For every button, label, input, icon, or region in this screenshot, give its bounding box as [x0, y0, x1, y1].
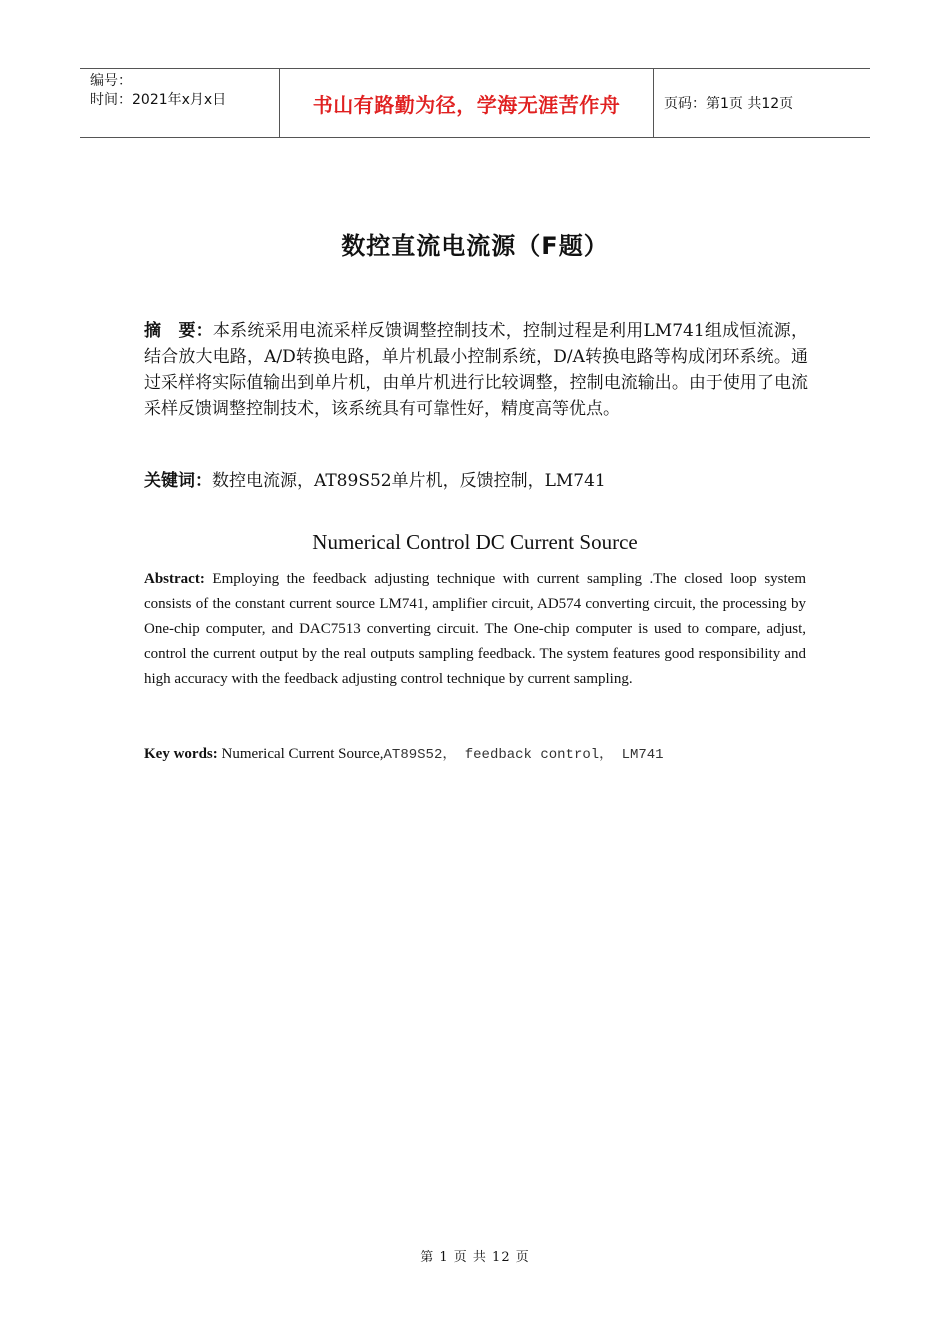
english-keywords-mono: AT89S52， feedback control， LM741: [383, 747, 664, 763]
english-abstract-label: Abstract:: [144, 571, 205, 587]
english-abstract: [144, 567, 806, 692]
chinese-keywords-label: 关键词：: [144, 471, 212, 491]
chinese-abstract-label: 摘 要：: [144, 321, 213, 341]
english-abstract-text: Employing the feedback adjusting technique with current sampling .The closed loop system consists of the constant current source LM741, amplifier circuit, AD574 converting circuit, the processing by One-chip computer, and DAC7513 converting circuit. The One-chip computer is used to compare, adjust, control the current output by the real outputs sampling feedback. The system features good responsibility and high accuracy with the feedback adjusting control technique by current sampling.: [144, 571, 806, 687]
serial-label: 编号：: [90, 73, 132, 89]
chinese-abstract: [144, 318, 808, 422]
english-keywords-label: Key words:: [144, 746, 218, 762]
chinese-abstract-text: 本系统采用电流采样反馈调整控制技术，控制过程是利用LM741组成恒流源，结合放大电路，A/D转换电路，单片机最小控制系统，D/A转换电路等构成闭环系统。通过采样将实际值输出到单片机，由单片机进行比较调整，控制电流输出。由于使用了电流采样反馈调整控制技术，该系统具有可靠性好，精度高等优点。: [144, 321, 808, 419]
date-label: 时间：2021年x月x日: [90, 92, 227, 108]
header-meta: [80, 69, 280, 137]
english-title: Numerical Control DC Current Source: [312, 530, 638, 554]
header-motto: 书山有路勤为径，学海无涯苦作舟: [280, 69, 654, 137]
page-header: [80, 68, 870, 138]
header-page-info: 页码：第1页 共12页: [664, 96, 794, 112]
chinese-keywords-text: 数控电流源，AT89S52单片机，反馈控制，LM741: [212, 471, 606, 491]
document-title: 数控直流电流源（F题）: [341, 232, 609, 260]
english-keywords: [144, 742, 806, 768]
page-footer: 第 1 页 共 12 页: [420, 1250, 530, 1265]
chinese-keywords: [144, 468, 808, 494]
english-keywords-text: Numerical Current Source,: [221, 746, 384, 762]
